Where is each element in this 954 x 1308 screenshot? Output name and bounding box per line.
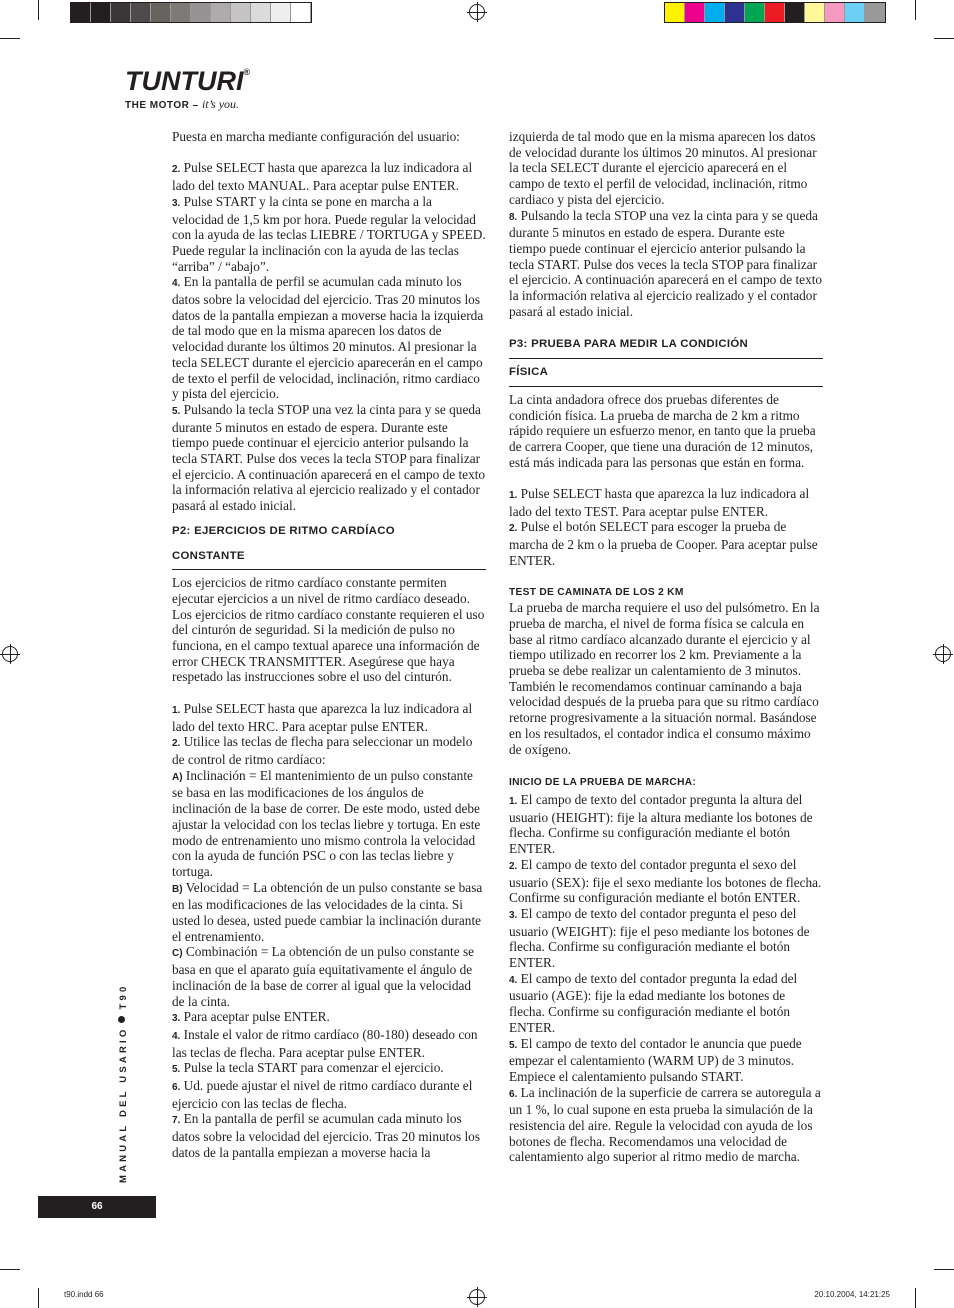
steps-list [509,792,823,1165]
registration-mark-icon [469,4,485,20]
color-swatch [845,3,865,22]
step-number: 2. [509,860,518,872]
step-number: 6. [509,1088,518,1100]
crop-mark [934,1269,954,1270]
color-swatch [171,3,191,22]
steps-list [172,701,486,1161]
color-swatch [805,3,825,22]
step-item [172,734,486,767]
section-heading-p2: P2: EJERCICIOS DE RITMO CARDÍACO [172,524,395,537]
step-text: Pulsando la tecla STOP una vez la cinta para y se queda durante 5 minutos en estado de espera. Durante este tiempo puede continuar el ejercicio anterior pulsando la tecla START. Pulse dos veces la tecla STOP para finalizar el ejercicio. A continuación aparecerá en el campo de texto la información relativa al ejercicio realizado y el contador pasará al estado inicial. [172,401,486,514]
color-swatch [865,3,885,22]
step-number: 5. [172,405,181,417]
step-item [172,274,486,402]
color-swatch [251,3,271,22]
step-item [509,906,823,971]
step-text: La inclinación de la superficie de carrera se autoregula a un 1 %, lo cual supone en esta prueba la simulación de la resistencia del aire. Regule la velocidad con ayuda de los botones de flecha. Recomendamos una velocidad de calentamiento algo superior al ritmo medio de marcha. [509,1084,821,1165]
color-swatch [231,3,251,22]
color-swatch [191,3,211,22]
side-label-model: T90 [118,983,129,1010]
step-text: Pulse SELECT hasta que aparezca la luz indicadora al lado del texto TEST. Para aceptar pulse ENTER. [509,486,810,519]
registration-mark-icon [469,1289,485,1305]
color-swatch [785,3,805,22]
step-item [509,1085,823,1166]
section-heading-p3-cont: FÍSICA [509,358,823,387]
slug-file: t90.indd 66 [64,1290,104,1299]
step-text: El campo de texto del contador pregunta el peso del usuario (WEIGHT): fije el peso mediante los botones de flecha. Confirme su configuración mediante el botón ENTER. [509,905,810,971]
step-text: En la pantalla de perfil se acumulan cada minuto los datos sobre la velocidad del ejercicio. Tras 20 minutos los datos de la pantalla empiezan a moverse hacia la [172,1111,480,1160]
step-item [509,486,823,519]
step-number: 4. [172,1030,181,1042]
color-swatch [71,3,91,22]
section-heading-p3: P3: PRUEBA PARA MEDIR LA CONDICIÓN [509,338,749,351]
slug-date: 20.10.2004, 14:21:25 [814,1290,890,1299]
step-text: Utilice las teclas de flecha para seleccionar un modelo de control de ritmo cardíaco: [172,734,473,767]
step-number: 3. [172,1013,181,1025]
color-swatch [765,3,785,22]
logo-tagline-script: it’s you. [201,97,240,111]
step-item [172,701,486,734]
step-item [509,208,823,320]
step-number: 1. [509,490,518,502]
color-swatch [271,3,291,22]
step-text: Pulse START y la cinta se pone en marcha a la velocidad de 1,5 km por hora. Puede regular la velocidad con la ayuda de las teclas LIEBRE / TORTUGA y SPEED. Puede regular la inclinación con la ayuda de las teclas “arriba” / “abajo”. [172,193,486,274]
subheading-walk-test: TEST DE CAMINATA DE LOS 2 KM [509,586,684,598]
crop-mark [38,1288,39,1308]
step-item [172,1078,486,1111]
continued-paragraph: izquierda de tal modo que en la misma aparecen los datos de velocidad durante los últimos 20 minutos. Al presionar la tecla SELECT durante el ejercicio aparecerá en el campo de texto el perfil de velocidad, inclinación, ritmo cardiaco y pista del ejercicio. [509,129,817,207]
section-heading-p2-cont: CONSTANTE [172,545,486,571]
step-text: Velocidad = La obtención de un pulso constante se basa en las modificaciones de las velocidades de la cinta. Si usted lo desea, usted puede cambiar la inclinación durante el entrenamiento. [172,879,483,944]
step-number: A) [172,771,183,783]
step-text: El campo de texto del contador le anuncia que puede empezar el calentamiento (WARM UP) de 3 minutos. Empiece el calentamiento pulsando START. [509,1035,802,1084]
step-item [172,194,486,275]
crop-mark [0,38,20,39]
color-swatch [745,3,765,22]
step-number: 1. [509,796,518,807]
step-item [172,880,486,945]
p2-paragraph: Los ejercicios de ritmo cardíaco constante permiten ejecutar ejercicios a un nivel de ritmo cardíaco deseado. Los ejercicios de ritmo cardíaco constante requieren el uso del cinturón de seguridad. Si la medición de pulso no funciona, en el campo textual aparece una información de error CHECK TRANSMITTER. Asegúrese que haya respetado las instrucciones sobre el uso del cinturón. [172,575,485,685]
crop-mark [0,1269,20,1270]
step-text: Pulse el botón SELECT para escoger la prueba de marcha de 2 km o la prueba de Cooper. Para aceptar pulse ENTER. [509,519,818,568]
color-swatch [151,3,171,22]
step-item [172,944,486,1009]
step-item [172,160,486,193]
right-column [509,129,823,1165]
step-item [172,1060,486,1078]
step-text: Para aceptar pulse ENTER. [183,1009,330,1025]
color-swatch [131,3,151,22]
step-item [172,768,486,880]
color-swatch [111,3,131,22]
step-number: B) [172,883,183,895]
step-number: 7. [172,1115,181,1127]
step-item [172,1009,486,1027]
color-swatch [825,3,845,22]
steps-list [509,486,823,569]
step-number: 6. [172,1082,181,1094]
step-number: 5. [172,1064,181,1076]
step-text: Inclinación = El mantenimiento de un pulso constante se basa en las modificaciones de los ángulos de inclinación de la base de correr. De este modo, usted debe ajustar la velocidad con los teclas liebre y tortuga. En este modo de entrenamiento uno mismo controla la velocidad con la ayuda de función PSC o con las teclas liebre y tortuga. [172,767,481,879]
color-swatch [211,3,231,22]
step-number: 2. [172,164,181,176]
color-swatch [685,3,705,22]
step-item [509,1036,823,1085]
step-text: El campo de texto del contador pregunta el sexo del usuario (SEX): fije el sexo mediante los botones de flecha. Confirme su configuración mediante el botón ENTER. [509,856,822,906]
step-number: 5. [509,1039,518,1051]
step-number: 8. [509,211,518,223]
color-swatch [91,3,111,22]
step-number: C) [172,948,183,960]
registration-mark-icon [935,646,951,662]
intro-text: Puesta en marcha mediante configuración del usuario: [172,129,460,144]
step-text: Pulse la tecla START para comenzar el ejercicio. [183,1060,444,1076]
p3-paragraph: La cinta andadora ofrece dos pruebas diferentes de condición física. La prueba de marcha de 2 km a ritmo rápido requiere un esfuerzo menor, en tanto que la prueba de carrera Cooper, que tiene una duración de 12 minutos, está más indicada para las personas que están en forma. [509,391,816,470]
step-number: 2. [509,523,518,535]
step-item [172,1111,486,1160]
crop-mark [915,0,916,20]
left-column [172,129,486,1161]
side-label-manual: MANUAL DEL USARIO [118,1026,129,1183]
step-number: 3. [172,197,181,209]
logo-registered: ® [243,67,251,77]
step-number: 2. [172,738,181,750]
color-swatch [725,3,745,22]
steps-list [172,160,486,513]
step-number: 3. [509,909,518,921]
tunturi-logo [125,68,285,112]
registration-mark-icon [2,646,18,662]
step-text: Ud. puede ajustar el nivel de ritmo cardíaco durante el ejercicio con las teclas de flecha. [172,1078,473,1111]
logo-brand: TUNTURI [125,66,244,96]
step-text: El campo de texto del contador pregunta la edad del usuario (AGE): fije la edad mediante los botones de flecha. Confirme su configuración mediante el botón ENTER. [509,970,798,1035]
step-text: El campo de texto del contador pregunta la altura del usuario (HEIGHT): fije la altura mediante los botones de flecha. Confirme su configuración mediante el botón ENTER. [509,792,813,857]
color-swatch [705,3,725,22]
step-number: 4. [172,278,181,290]
step-text: Pulsando la tecla STOP una vez la cinta para y se queda durante 5 minutos en estado de espera. Durante este tiempo puede continuar el ejercicio anterior pulsando la tecla START. Pulse dos veces la tecla STOP para finalizar el ejercicio. A continuación aparecerá en el campo de texto la información relativa al ejercicio realizado y el contador pasará al estado inicial. [509,207,823,319]
step-text: Pulse SELECT hasta que aparezca la luz indicadora al lado del texto MANUAL. Para aceptar pulse ENTER. [172,160,473,194]
step-item [509,792,823,857]
step-text: En la pantalla de perfil se acumulan cada minuto los datos sobre la velocidad del ejercicio. Tras 20 minutos los datos de la pantalla empiezan a moverse hacia la izquierda de tal modo que en la misma aparecen los datos de velocidad durante los últimos 20 minutos. Al presionar la tecla SELECT durante el ejercicio aparecerán en el campo de texto el perfil de velocidad, inclinación, ritmo cardiaco y pista del ejercicio. [172,274,484,402]
crop-mark [915,1288,916,1308]
step-item [172,402,486,514]
step-text: Combinación = La obtención de un pulso constante se basa en que el aparato guía equitativamente el ángulo de inclinación de la base de correr al igual que la velocidad de la cinta. [172,944,475,1009]
step-number: 1. [172,704,181,716]
crop-mark [38,0,39,20]
step-item [509,857,823,906]
step-item [509,971,823,1036]
color-swatch [665,3,685,22]
step-number: 4. [509,974,518,986]
crop-mark [934,38,954,39]
step-text: Instale el valor de ritmo cardíaco (80-180) deseado con las teclas de flecha. Para aceptar pulse ENTER. [172,1026,478,1060]
step-item [172,1027,486,1060]
color-swatch [291,3,311,22]
step-text: Pulse SELECT hasta que aparezca la luz indicadora al lado del texto HRC. Para aceptar pulse ENTER. [172,700,473,734]
step-item [509,519,823,568]
bullet-dot-icon [118,1016,125,1023]
process-color-bar [664,2,886,23]
walk-test-paragraph: La prueba de marcha requiere el uso del pulsómetro. En la prueba de marcha, el nivel de forma física se calcula en base al ritmo cardíaco alcanzado durante el ejercicio y al tiempo utilizado en recorrer los 2 km. Previamente a la prueba se debe realizar un calentamiento de 3 minutos. También le recomendamos continuar caminando a baja velocidad después de la prueba para que su ritmo cardíaco retorne progresivamente a la situación normal. Basándose en los resultados, el contador indica el consumo máximo de oxígeno. [509,600,820,757]
side-running-label [118,984,129,1183]
subheading-walk-start: INICIO DE LA PRUEBA DE MARCHA: [509,777,697,789]
grayscale-color-bar [70,2,312,23]
logo-tagline: THE MOTOR – [125,100,202,111]
page-number: 66 [38,1196,156,1218]
